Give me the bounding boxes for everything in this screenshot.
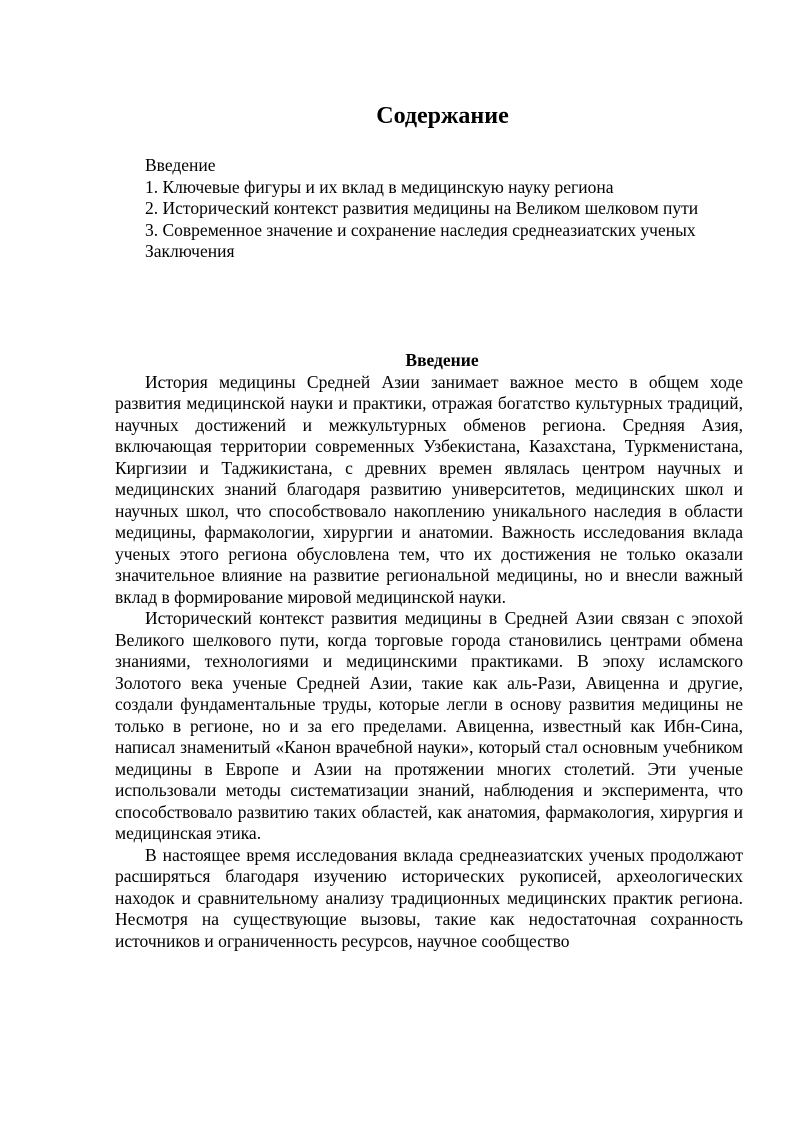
body-paragraph: Исторический контекст развития медицины в Средней Азии связан с эпохой Великого шелкового пути, когда торговые города становились центрами обмена знаниями, технологиями и медицинскими практиками. В эпоху исламского Золотого века ученые Средней Азии, такие как аль-Рази, Авиценна и другие, создали фундаментальные труды, которые легли в основу развития медицины не только в регионе, но и за его пределами. Авиценна, известный как Ибн-Сина, написал знаменитый «Канон врачебной науки», который стал основным учебником медицины в Европе и Азии на протяжении многих столетий. Эти ученые использовали методы систематизации знаний, наблюдения и эксперимента, что способствовало развитию таких областей, как анатомия, фармакология, хирургия и медицинская этика. [115, 608, 743, 843]
body-paragraph: В настоящее время исследования вклада среднеазиатских ученых продолжают расширяться благодаря изучению исторических рукописей, археологических находок и сравнительному анализу традиционных медицинских практик региона. Несмотря на существующие вызовы, такие как недостаточная сохранность источников и ограниченность ресурсов, научное сообщество [115, 844, 743, 951]
toc-entry-chapter-1: 1. Ключевые фигуры и их вклад в медицинскую науку региона [145, 176, 614, 197]
toc-title: Содержание [376, 103, 509, 129]
introduction-section [115, 350, 743, 952]
body-paragraph: История медицины Средней Азии занимает важное место в общем ходе развития медицинской науки и практики, отражая богатство культурных традиций, научных достижений и межкультурных обменов региона. Средняя Азия, включающая территории современных Узбекистана, Казахстана, Туркменистана, Киргизии и Таджикистана, с древних времен являлась центром научных и медицинских знаний благодаря развитию университетов, медицинских школ и научных школ, что способствовало накоплению уникального наследия в области медицины, фармакологии, хирургии и анатомии. Важность исследования вклада ученых этого региона обусловлена тем, что их достижения не только оказали значительное влияние на развитие региональной медицины, но и внесли важный вклад в формирование мировой медицинской науки. [115, 371, 743, 607]
toc-entry-chapter-3: 3. Современное значение и сохранение наследия среднеазиатских ученых [145, 219, 696, 240]
toc-entry-introduction: Введение [145, 155, 216, 175]
table-of-contents [115, 155, 743, 263]
toc-entry-chapter-2: 2. Исторический контекст развития медицины на Великом шелковом пути [145, 198, 699, 218]
toc-entry-conclusions: Заключения [145, 241, 235, 261]
section-heading: Введение [405, 350, 479, 370]
